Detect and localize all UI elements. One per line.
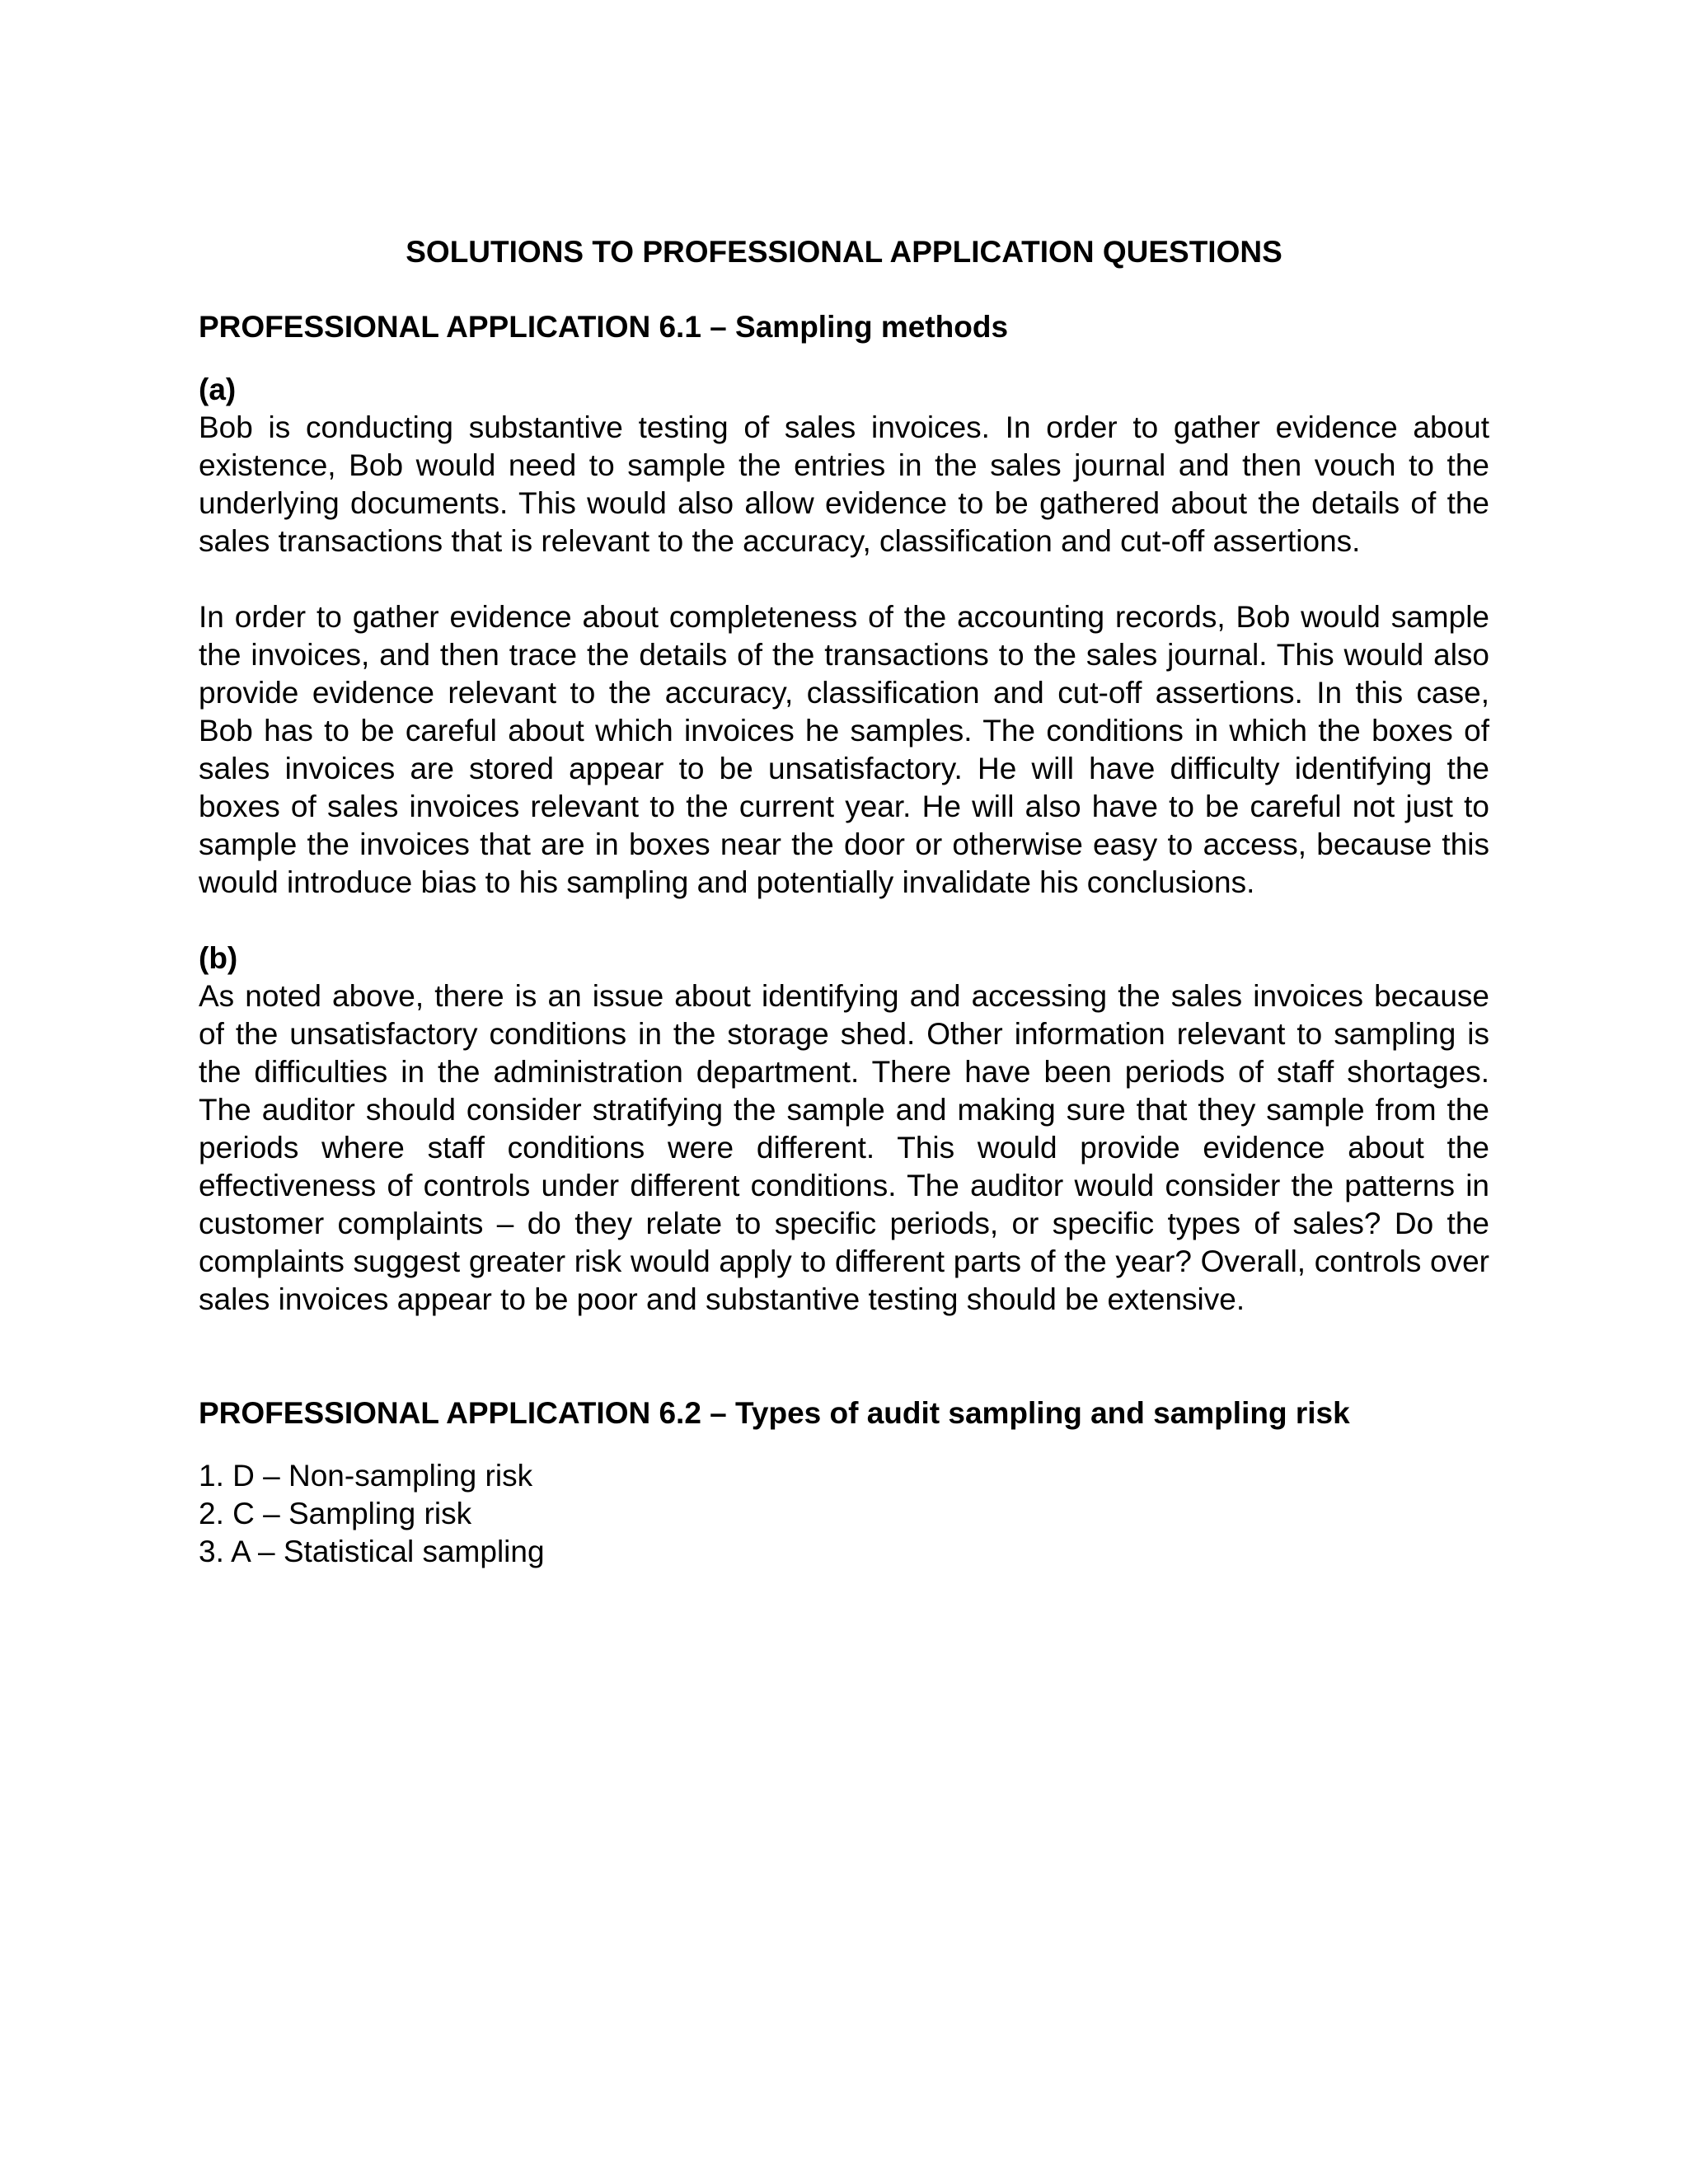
- answer-item-3: 3. A – Statistical sampling: [199, 1535, 545, 1568]
- part-b: [199, 940, 1489, 1319]
- part-a: [199, 371, 1489, 902]
- section-spacer: [199, 1319, 1489, 1394]
- document-content: [199, 233, 1489, 1571]
- answer-item-1: 1. D – Non-sampling risk: [199, 1459, 533, 1493]
- document-title: SOLUTIONS TO PROFESSIONAL APPLICATION QUESTIONS: [406, 235, 1282, 269]
- part-a-paragraph-1: Bob is conducting substantive testing of sales invoices. In order to gather evidence about existence, Bob would need to sample the entries in the sales journal and then vouch to the underlying documents. This would also allow evidence to be gathered about the details of the sales transactions that is relevant to the accuracy, classification and cut-off assertions.: [199, 410, 1489, 558]
- section-6-1: [199, 308, 1489, 1319]
- answer-item-2: 2. C – Sampling risk: [199, 1497, 472, 1530]
- part-b-paragraph-1: As noted above, there is an issue about identifying and accessing the sales invoices because of the unsatisfactory conditions in the storage shed. Other information relevant to sampling is the difficulties in the administration department. There have been periods of staff shortages. The auditor should consider stratifying the sample and making sure that they sample from the periods where staff conditions were different. This would provide evidence about the effectiveness of controls under different conditions. The auditor would consider the patterns in customer complaints – do they relate to specific periods, or specific types of sales? Do the complaints suggest greater risk would apply to different parts of the year? Overall, controls over sales invoices appear to be poor and substantive testing should be extensive.: [199, 979, 1489, 1316]
- part-b-label: (b): [199, 941, 238, 975]
- part-a-label: (a): [199, 373, 237, 406]
- answer-list: [199, 1457, 1489, 1571]
- section-6-1-heading: PROFESSIONAL APPLICATION 6.1 – Sampling methods: [199, 310, 1009, 344]
- section-6-2: [199, 1394, 1489, 1571]
- section-6-2-heading: PROFESSIONAL APPLICATION 6.2 – Types of audit sampling and sampling risk: [199, 1396, 1350, 1430]
- part-a-paragraph-2: In order to gather evidence about completeness of the accounting records, Bob would sample the invoices, and then trace the details of the transactions to the sales journal. This would also provide evidence relevant to the accuracy, classification and cut-off assertions. In this case, Bob has to be careful about which invoices he samples. The conditions in which the boxes of sales invoices are stored appear to be unsatisfactory. He will have difficulty identifying the boxes of sales invoices relevant to the current year. He will also have to be careful not just to sample the invoices that are in boxes near the door or otherwise easy to access, because this would introduce bias to his sampling and potentially invalidate his conclusions.: [199, 600, 1489, 899]
